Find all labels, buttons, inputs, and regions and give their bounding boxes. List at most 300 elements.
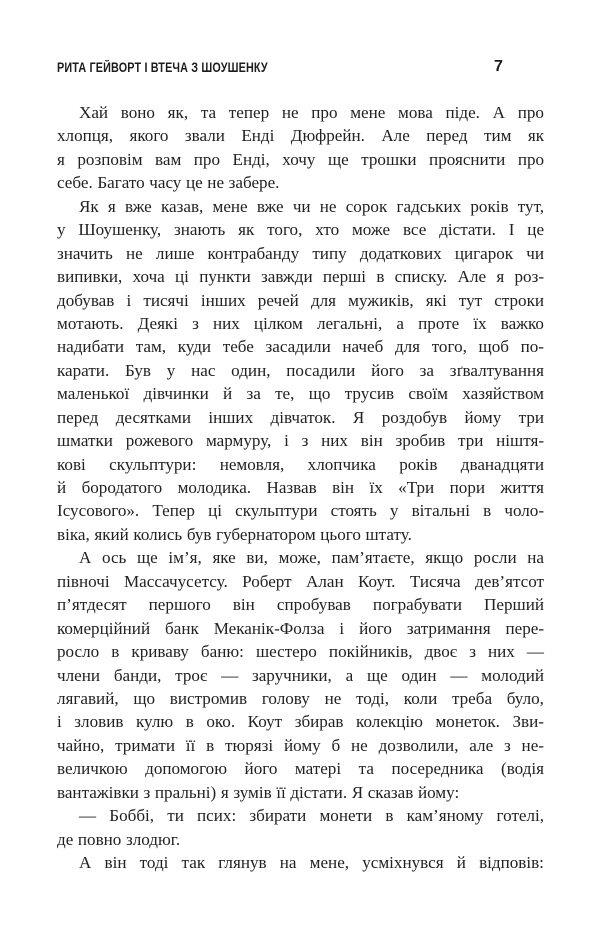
word-space <box>181 148 193 171</box>
word: на <box>279 853 297 872</box>
word-space <box>175 734 186 757</box>
word-space <box>388 664 402 687</box>
word: злодюг. <box>125 829 181 849</box>
word: як <box>527 126 545 146</box>
word-space <box>344 617 359 640</box>
word: скульптури <box>235 501 318 521</box>
text-line <box>57 359 544 382</box>
word: пограбувати <box>372 595 462 615</box>
word-space <box>392 617 407 640</box>
word-space <box>209 382 223 405</box>
word: затримання <box>406 618 491 638</box>
word: лягавий, <box>57 688 119 708</box>
word: як, <box>167 103 189 122</box>
word: Енді, <box>232 149 270 169</box>
word: монети <box>319 806 373 826</box>
word-space <box>247 687 262 710</box>
word: вже <box>256 196 284 216</box>
word-space <box>113 124 129 147</box>
word: повно <box>77 829 122 849</box>
word-space <box>374 757 392 780</box>
word: був <box>186 524 212 544</box>
word-space <box>166 335 178 358</box>
word-space <box>325 617 340 640</box>
text-line <box>57 335 544 358</box>
word: Назвав <box>266 478 317 497</box>
word-space <box>189 265 199 288</box>
word-space <box>175 359 191 382</box>
word-space <box>143 148 155 171</box>
word: мене <box>212 196 248 216</box>
word-space <box>496 218 509 241</box>
word: й <box>57 478 67 497</box>
word-space <box>410 124 426 147</box>
word-space <box>113 429 126 452</box>
word-space <box>486 265 496 288</box>
word: й <box>223 384 233 404</box>
paragraph <box>57 101 544 195</box>
word-space <box>444 851 457 874</box>
word-space <box>470 499 483 522</box>
word-space <box>139 499 152 522</box>
word-space <box>377 499 390 522</box>
word: з <box>503 735 511 755</box>
word: — <box>526 642 545 662</box>
word: не- <box>521 735 544 755</box>
word: псих: <box>197 806 237 826</box>
word-space <box>267 851 280 874</box>
text-line <box>57 687 544 710</box>
word-space <box>413 640 425 663</box>
word-space <box>284 195 293 218</box>
word: сказав <box>367 782 414 802</box>
word-space <box>437 687 452 710</box>
word: це <box>527 220 545 240</box>
word: зловив <box>74 712 124 732</box>
text-line <box>57 453 544 476</box>
word-space <box>338 101 351 124</box>
word-space <box>340 734 351 757</box>
word: дозволили, <box>378 735 459 755</box>
word: перші <box>322 267 367 287</box>
word-space <box>236 546 247 569</box>
word-space <box>91 546 102 569</box>
word-space <box>447 289 459 312</box>
word: тепер <box>228 103 270 122</box>
word: глянув <box>218 853 267 872</box>
word-space <box>220 148 232 171</box>
word-space <box>254 218 267 241</box>
word-space <box>459 312 473 335</box>
word: зумів <box>233 782 272 802</box>
word-space <box>365 124 381 147</box>
word: його <box>359 618 392 638</box>
word-space <box>154 804 167 827</box>
word: мова <box>398 103 433 122</box>
word: Я <box>351 782 364 802</box>
text-line <box>57 523 544 546</box>
word-space <box>255 593 277 616</box>
word: кові <box>57 454 86 474</box>
word-space <box>353 664 367 687</box>
word: звали <box>184 126 225 146</box>
word: А <box>79 853 92 872</box>
word-space <box>152 195 161 218</box>
word: перед <box>426 126 468 146</box>
word: інших <box>200 290 246 310</box>
word: що <box>133 688 156 708</box>
word: нас <box>191 360 216 380</box>
word-space <box>467 664 481 687</box>
body-text-block <box>57 101 544 874</box>
word: бородатого <box>81 478 163 497</box>
word-space <box>99 640 111 663</box>
word-space <box>501 406 518 429</box>
word: ім’я, <box>168 548 202 568</box>
word: проте <box>418 313 460 333</box>
word-space <box>398 499 411 522</box>
word: один <box>401 665 437 685</box>
word: начеб <box>342 337 384 357</box>
word-space <box>66 476 81 499</box>
word-space <box>155 687 170 710</box>
word-space <box>202 546 213 569</box>
word: вам <box>155 149 182 169</box>
word: Був <box>124 360 151 380</box>
text-line <box>57 851 544 874</box>
text-line <box>57 195 544 218</box>
text-line <box>57 804 544 827</box>
word: їх <box>473 313 487 333</box>
word: Багато <box>97 173 145 193</box>
word: який <box>94 524 129 544</box>
text-line <box>57 664 544 687</box>
word: дванадцяти <box>460 454 544 474</box>
word: тримати <box>115 735 175 755</box>
word: вистромив <box>169 688 248 708</box>
word: тисячі <box>143 290 189 310</box>
text-line <box>57 101 544 124</box>
running-head <box>57 60 543 82</box>
word: може <box>351 220 391 240</box>
word: матері <box>294 759 342 779</box>
word: хоча <box>132 267 165 287</box>
word-space <box>277 757 295 780</box>
word: росло <box>57 642 100 662</box>
word-space <box>271 359 287 382</box>
word-space <box>251 476 266 499</box>
word: чи <box>526 243 545 263</box>
word: дістати. <box>439 220 496 240</box>
word: він <box>104 853 127 872</box>
word-space <box>466 851 479 874</box>
word: кам’яному <box>406 806 484 826</box>
text-line <box>57 781 544 804</box>
word: них <box>321 431 348 451</box>
word: того, <box>431 337 467 357</box>
word: шестеро <box>255 642 317 662</box>
word: спробував <box>276 595 351 615</box>
word: збирав <box>294 712 344 732</box>
word: зробив <box>395 431 446 451</box>
word-space <box>236 804 249 827</box>
word-space <box>500 710 513 733</box>
word-space <box>504 265 514 288</box>
word-space <box>318 499 331 522</box>
word: ніштя- <box>496 431 545 451</box>
word-space <box>414 289 426 312</box>
word-space <box>246 289 258 312</box>
word: розповім <box>77 149 143 169</box>
word: в <box>385 806 394 826</box>
word-space <box>461 570 475 593</box>
word: Роберт <box>242 571 292 591</box>
word-space <box>104 734 115 757</box>
word: додаткових <box>359 243 442 263</box>
text-line <box>57 265 544 288</box>
word-space <box>253 406 270 429</box>
word: щоб <box>478 337 509 357</box>
word-space <box>317 640 329 663</box>
word: — <box>221 665 239 685</box>
word: списку. <box>394 267 448 287</box>
word-space <box>114 289 126 312</box>
word: перед <box>57 407 99 427</box>
word-space <box>211 593 233 616</box>
word-space <box>484 757 502 780</box>
word: я <box>220 782 229 802</box>
word-space <box>383 335 395 358</box>
word-space <box>351 593 373 616</box>
word: — <box>79 806 97 826</box>
word-space <box>195 734 206 757</box>
word: в <box>483 501 492 521</box>
word: у <box>57 220 66 240</box>
word-space <box>195 499 208 522</box>
word-space <box>150 617 165 640</box>
word: мотають. <box>57 313 124 333</box>
word-space <box>127 593 149 616</box>
first-line-indent <box>57 546 79 569</box>
paragraph <box>57 546 544 804</box>
word: Я <box>352 407 365 427</box>
paragraph <box>57 195 544 547</box>
word: про <box>517 149 545 169</box>
text-line <box>57 218 544 241</box>
word-space <box>110 570 124 593</box>
word-space <box>384 265 394 288</box>
word-space <box>487 312 501 335</box>
word-space <box>240 312 254 335</box>
word: Зви- <box>512 712 544 732</box>
word-space <box>91 851 104 874</box>
word: пам’ятаєте, <box>331 548 415 568</box>
word: посадили <box>286 360 356 380</box>
word: чи <box>292 196 311 216</box>
word-space <box>284 453 307 476</box>
word: це <box>185 173 203 193</box>
word: банк <box>165 618 199 638</box>
word-space <box>445 429 458 452</box>
word-space <box>332 664 346 687</box>
word: губернатором <box>216 524 316 544</box>
word-space <box>463 546 474 569</box>
word: з <box>192 313 199 333</box>
text-line <box>57 124 544 147</box>
word: Коут. <box>358 571 396 591</box>
word-space <box>203 195 212 218</box>
word: колись <box>133 524 183 544</box>
word-space <box>467 335 479 358</box>
word: кулю <box>135 712 174 732</box>
word: важко <box>500 313 544 333</box>
word: і <box>339 618 345 638</box>
word: і <box>57 712 62 732</box>
word: тоді, <box>356 688 390 708</box>
word: прояснити <box>429 149 506 169</box>
word-space <box>341 757 359 780</box>
text-line <box>57 710 544 733</box>
word: добував <box>57 290 115 310</box>
word-space <box>189 289 201 312</box>
word: так <box>181 853 206 872</box>
word: життя <box>500 478 544 497</box>
word-space <box>261 382 275 405</box>
word-space <box>308 429 321 452</box>
word: пере- <box>505 618 545 638</box>
word-space <box>235 710 248 733</box>
word-space <box>161 218 174 241</box>
word-space <box>349 851 362 874</box>
word-space <box>158 546 169 569</box>
word-space <box>131 289 143 312</box>
word: він <box>360 431 383 451</box>
word: вантажівки <box>57 782 139 802</box>
word: баню: <box>200 642 244 662</box>
word: мене <box>350 103 386 122</box>
word: про <box>193 149 221 169</box>
word-space <box>383 476 398 499</box>
word-space <box>315 148 327 171</box>
text-line <box>57 476 544 499</box>
word: один, <box>231 360 271 380</box>
word: монеток. <box>435 712 500 732</box>
word: у <box>166 360 176 380</box>
word: Меканік-Фолза <box>213 618 325 638</box>
word-space <box>447 265 457 288</box>
word: роз- <box>514 267 545 287</box>
word-space <box>368 734 379 757</box>
word-space <box>119 640 131 663</box>
word-space <box>437 664 451 687</box>
word-space <box>191 406 208 429</box>
word: Деякі <box>137 313 178 333</box>
word-space <box>143 242 156 265</box>
word-space <box>390 218 403 241</box>
word-space <box>348 429 361 452</box>
word: око. <box>206 712 236 732</box>
word: того, <box>267 220 303 240</box>
word: пори <box>449 478 486 497</box>
word-space <box>98 406 115 429</box>
word-space <box>168 851 181 874</box>
word: заручники, <box>251 665 332 685</box>
word: зґвалтування <box>449 360 545 380</box>
word: все <box>402 220 427 240</box>
word: тебе <box>222 337 254 357</box>
word: легальні, <box>316 313 383 333</box>
word: ці <box>208 501 222 521</box>
word-space <box>483 804 496 827</box>
word: типу <box>312 243 347 263</box>
word: ось <box>102 548 127 568</box>
word: на <box>527 548 544 568</box>
word: пральні) <box>154 782 217 802</box>
word-space <box>294 382 308 405</box>
word-space <box>420 335 432 358</box>
word: члени <box>57 665 101 685</box>
word-space <box>244 640 256 663</box>
word-space <box>457 640 469 663</box>
word: гадських <box>396 196 462 216</box>
word: Як <box>79 196 99 216</box>
word: дівчинки <box>143 384 209 404</box>
word: не <box>207 173 225 193</box>
word: п’ятдесят <box>57 595 127 615</box>
word-space <box>505 101 518 124</box>
word-space <box>151 359 167 382</box>
word: лише <box>155 243 195 263</box>
word: віка, <box>57 524 90 544</box>
word: Коут <box>247 712 283 732</box>
word-space <box>482 289 494 312</box>
text-line <box>57 289 544 312</box>
word: а <box>396 313 405 333</box>
text-line <box>57 617 544 640</box>
word: по- <box>520 337 544 357</box>
word-space <box>271 429 284 452</box>
word: її <box>276 782 286 802</box>
word-space <box>162 476 177 499</box>
word: мужиків, <box>348 290 414 310</box>
word: трусив <box>344 384 395 404</box>
word-space <box>404 312 418 335</box>
word: там, <box>135 337 167 357</box>
word: пункти <box>199 267 251 287</box>
word: посередника <box>391 759 484 779</box>
word: я <box>107 196 116 216</box>
word: тюрязі <box>224 735 274 755</box>
word-space <box>514 218 527 241</box>
word: А <box>79 548 92 568</box>
word-space <box>178 312 192 335</box>
word: за <box>246 384 261 404</box>
word-space <box>313 265 323 288</box>
word: Алан <box>305 571 344 591</box>
word: немовля, <box>219 454 285 474</box>
page-number: 7 <box>494 58 503 75</box>
word: штату. <box>365 524 412 544</box>
word-space <box>270 148 282 171</box>
word: якщо <box>425 548 464 568</box>
word-space <box>480 101 493 124</box>
word-space <box>126 546 137 569</box>
word-space <box>336 406 353 429</box>
word: я <box>496 267 505 287</box>
word: цигарок <box>454 243 514 263</box>
word: з <box>301 431 309 451</box>
word: він <box>332 478 355 497</box>
